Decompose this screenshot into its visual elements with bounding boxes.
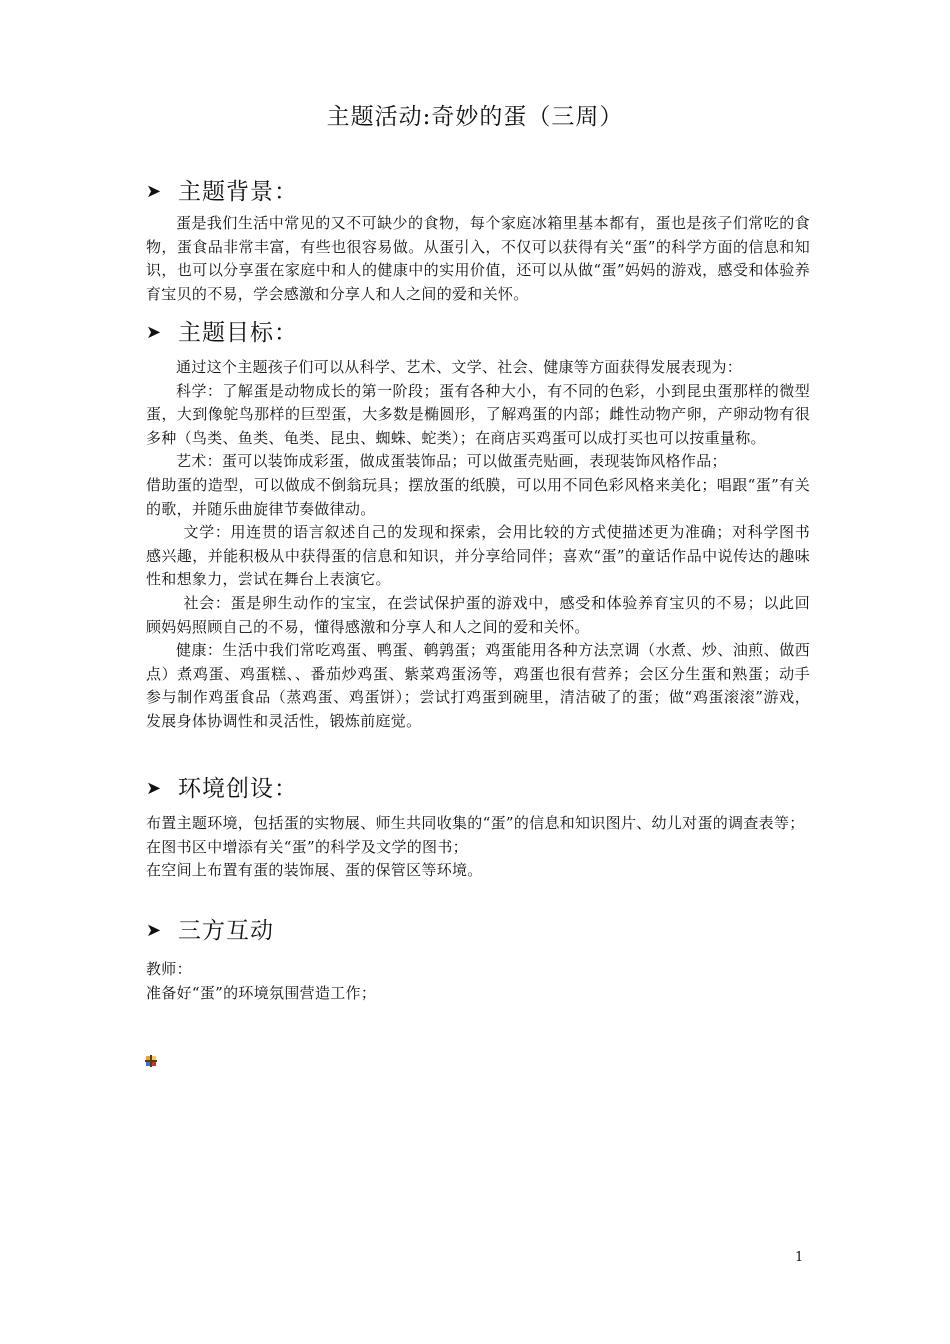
goals-block bbox=[146, 356, 810, 734]
section-heading-interaction bbox=[146, 915, 274, 947]
section-heading-goals bbox=[146, 317, 298, 349]
goals-society: 社会：蛋是卵生动作的宝宝，在尝试保护蛋的游戏中，感受和体验养育宝贝的不易；以此回顾妈妈照顾自己的不易，懂得感激和分享人和人之间的爱和关怀。 bbox=[146, 593, 810, 636]
goals-art: 艺术：蛋可以装饰成彩蛋，做成蛋装饰品；可以做蛋壳贴画，表现装饰风格作品； bbox=[176, 452, 727, 471]
interaction-line-2: 准备好“蛋”的环境氛围营造工作； bbox=[146, 983, 377, 1002]
heading-text: 三方互动 bbox=[178, 918, 274, 944]
arrow-bullet-icon: ➤ bbox=[146, 920, 163, 941]
page-number: 1 bbox=[795, 1250, 804, 1265]
section-heading-background bbox=[146, 176, 298, 208]
environment-line-2: 在图书区中增添有关“蛋”的科学及文学的图书； bbox=[146, 837, 468, 856]
background-text: 蛋是我们生活中常见的又不可缺少的食物，每个家庭冰箱里基本都有，蛋也是孩子们常吃的食物，蛋食品非常丰富，有些也很容易做。从蛋引入，不仅可以获得有关“蛋”的科学方面的信息和知识，也可以分享蛋在家庭中和人的健康中的实用价值，还可以从做“蛋”妈妈的游戏，感受和体验养育宝贝的不易，学会感激和分享人和人之间的爱和关怀。 bbox=[146, 214, 810, 303]
interaction-line-1: 教师： bbox=[146, 960, 192, 978]
arrow-bullet-icon: ➤ bbox=[146, 778, 163, 799]
environment-line-1: 布置主题环境，包括蛋的实物展、师生共同收集的“蛋”的信息和知识图片、幼儿对蛋的调查表等； bbox=[146, 814, 805, 832]
goals-intro: 通过这个主题孩子们可以从科学、艺术、文学、社会、健康等方面获得发展表现为： bbox=[176, 358, 743, 376]
interaction-block bbox=[146, 958, 810, 1005]
section-heading-environment bbox=[146, 773, 298, 805]
heading-text: 主题目标： bbox=[178, 320, 298, 346]
goals-art-continued: 借助蛋的造型，可以做成不倒翁玩具；摆放蛋的纸膜，可以用不同色彩风格来美化；唱跟“蛋”有关的歌，并随乐曲旋律节奏做律动。 bbox=[146, 475, 810, 518]
document-title: 主题活动:奇妙的蛋（三周） bbox=[326, 104, 624, 130]
goals-health: 健康：生活中我们常吃鸡蛋、鸭蛋、鹌鹑蛋；鸡蛋能用各种方法烹调（水煮、炒、油煎、做西点）煮鸡蛋、鸡蛋糕、、番茄炒鸡蛋、紫菜鸡蛋汤等，鸡蛋也很有营养；会区分生蛋和熟蛋；动手参与制作鸡蛋食品（蒸鸡蛋、鸡蛋饼）；尝试打鸡蛋到碗里，清洁破了的蛋；做“鸡蛋滚滚”游戏，发展身体协调性和灵活性，锻炼前庭觉。 bbox=[146, 641, 810, 730]
goals-literature: 文学：用连贯的语言叙述自己的发现和探索，会用比较的方式使描述更为准确；对科学图书感兴趣，并能积极从中获得蛋的信息和知识，并分享给同伴；喜欢“蛋”的童话作品中说传达的趣味性和想象力，尝试在舞台上表演它。 bbox=[146, 523, 810, 589]
heading-text: 主题背景： bbox=[178, 179, 298, 205]
background-paragraph bbox=[146, 212, 810, 306]
heading-text: 环境创设： bbox=[178, 776, 298, 802]
embedded-object-icon[interactable] bbox=[145, 1055, 157, 1067]
environment-line-3: 在空间上布置有蛋的装饰展、蛋的保管区等环境。 bbox=[146, 861, 483, 880]
environment-block bbox=[146, 812, 810, 883]
goals-science: 科学：了解蛋是动物成长的第一阶段；蛋有各种大小，有不同的色彩，小到昆虫蛋那样的微型蛋，大到像鸵鸟那样的巨型蛋，大多数是椭圆形，了解鸡蛋的内部；雌性动物产卵，产卵动物有很多种（鸟类、鱼类、龟类、昆虫、蜘蛛、蛇类）；在商店买鸡蛋可以成打买也可以按重量称。 bbox=[146, 381, 810, 447]
arrow-bullet-icon: ➤ bbox=[146, 322, 163, 343]
arrow-bullet-icon: ➤ bbox=[146, 181, 163, 202]
